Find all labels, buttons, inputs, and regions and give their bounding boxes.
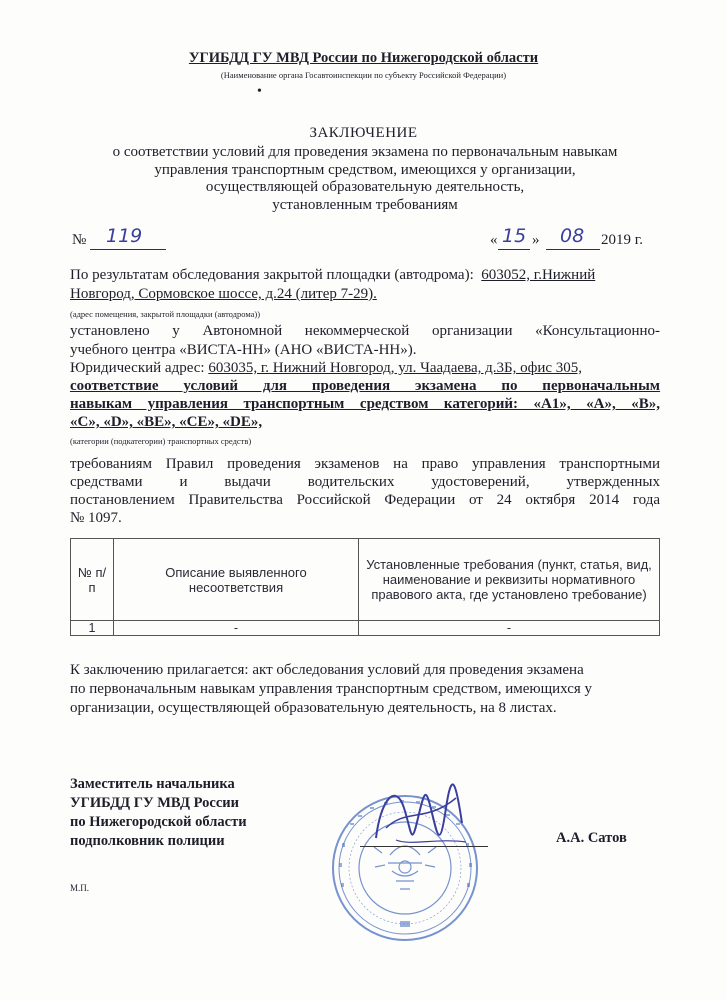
date-day-underline bbox=[498, 249, 530, 250]
table-cell: - bbox=[359, 621, 660, 636]
signatory-line: Заместитель начальника bbox=[70, 776, 235, 792]
stray-dot: • bbox=[257, 84, 262, 99]
table-header-cell: Установленные требования (пункт, статья, вид, наименование и реквизиты нормативного правового акта, где установлено требование) bbox=[359, 539, 660, 621]
requirements-line-3: постановлением Правительства Российской Федерации от 24 октября 2014 года bbox=[70, 492, 660, 508]
table-header-row bbox=[71, 539, 660, 621]
date-month-underline bbox=[546, 249, 600, 250]
organization-line-2: учебного центра «ВИСТА-НН» (АНО «ВИСТА-НН»). bbox=[70, 342, 417, 358]
nonconformity-table bbox=[70, 538, 660, 636]
subtitle-line: о соответствии условий для проведения экзамена по первоначальным навыкам bbox=[112, 144, 618, 160]
address-caption: (адрес помещения, закрытой площадки (автодрома)) bbox=[70, 309, 261, 319]
number-underline bbox=[90, 249, 166, 250]
subtitle-line: осуществляющей образовательную деятельность, bbox=[205, 179, 525, 195]
table-header-cell: Описание выявленного несоответствия bbox=[114, 539, 359, 621]
document-subtitle bbox=[60, 144, 670, 214]
subtitle-line: управления транспортным средством, имеющихся у организации, bbox=[154, 161, 576, 178]
attachment-line-2: по первоначальным навыкам управления транспортным средством, имеющихся у bbox=[70, 681, 593, 697]
signature-underline bbox=[360, 846, 488, 847]
signatory-line: УГИБДД ГУ МВД России bbox=[70, 795, 239, 811]
survey-line-1 bbox=[70, 266, 660, 284]
compliance-line-3: «С», «D», «ВЕ», «СЕ», «DE», bbox=[70, 414, 263, 430]
date-year: 2019 г. bbox=[601, 232, 643, 248]
subtitle-line: установленным требованиям bbox=[272, 196, 458, 213]
signatory-block bbox=[70, 775, 247, 851]
requirements-line-1: требованиям Правил проведения экзаменов на право управления транспортными bbox=[70, 456, 660, 472]
org-caption: (Наименование органа Госавтоинспекции по субъекту Российской Федерации) bbox=[220, 70, 507, 80]
legal-address-line bbox=[70, 359, 660, 377]
date-quote-close: » bbox=[532, 232, 540, 248]
number-handwritten: 119 bbox=[106, 225, 143, 247]
date-month-handwritten: 08 bbox=[560, 225, 585, 247]
signatory-line: подполковник полиции bbox=[70, 833, 225, 849]
organization-line-1: установлено у Автономной некоммерческой организации «Консультационно- bbox=[70, 323, 660, 339]
survey-address-part1: 603052, г.Нижний bbox=[481, 267, 596, 283]
attachment-line-1: К заключению прилагается: акт обследования условий для проведения экзамена bbox=[70, 662, 584, 678]
requirements-line-2: средствами и выдачи водительских удостоверений, утвержденных bbox=[70, 474, 660, 490]
survey-address-part2: Новгород, Сормовское шоссе, д.24 (литер 7-29). bbox=[70, 286, 377, 302]
survey-lead: По результатам обследования закрытой площадки (автодрома): bbox=[70, 267, 474, 283]
compliance-line-1: соответствие условий для проведения экзамена по первоначальным bbox=[70, 378, 660, 394]
survey-line-2 bbox=[70, 285, 660, 303]
legal-address-label: Юридический адрес: bbox=[70, 360, 205, 376]
date-day-handwritten: 15 bbox=[502, 225, 527, 247]
table-row bbox=[71, 621, 660, 636]
legal-address-value: 603035, г. Нижний Новгород, ул. Чаадаева, д.3Б, офис 305, bbox=[208, 360, 583, 376]
table-cell: - bbox=[114, 621, 359, 636]
document-title: ЗАКЛЮЧЕНИЕ bbox=[309, 125, 418, 141]
number-sign: № bbox=[72, 232, 87, 248]
attachment-line-3: организации, осуществляющей образовательную деятельность, на 8 листах. bbox=[70, 700, 557, 716]
table-header-cell: № п/п bbox=[71, 539, 114, 621]
signatory-name: А.А. Сатов bbox=[556, 830, 627, 846]
date-quote-open: « bbox=[490, 232, 498, 248]
org-title: УГИБДД ГУ МВД России по Нижегородской области bbox=[188, 50, 539, 66]
stamp-place-label: М.П. bbox=[70, 883, 90, 893]
categories-caption: (категории (подкатегории) транспортных средств) bbox=[70, 436, 252, 446]
signatory-line: по Нижегородской области bbox=[70, 814, 247, 830]
table-cell: 1 bbox=[71, 621, 114, 636]
requirements-line-4: № 1097. bbox=[70, 510, 122, 526]
compliance-line-2: навыкам управления транспортным средством категорий: «А1», «А», «В», bbox=[70, 396, 660, 412]
